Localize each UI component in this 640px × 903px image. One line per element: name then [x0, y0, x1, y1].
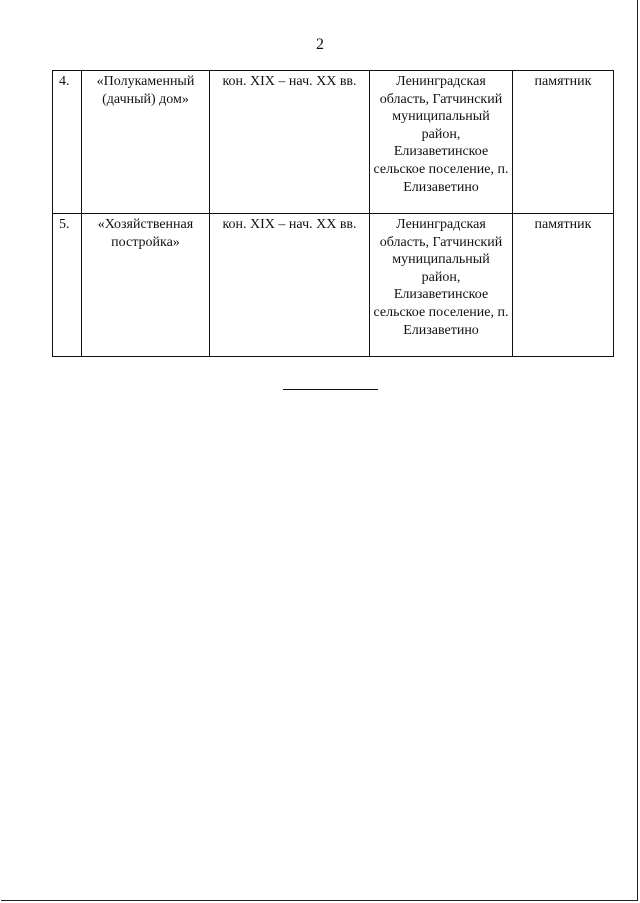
table-row — [53, 71, 614, 214]
object-name: «Полукаменный (дачный) дом» — [82, 71, 210, 214]
object-location: Ленинградская область, Гатчинский муниципальный район, Елизаветинское сельское поселение, п. Елизаветино — [370, 214, 513, 357]
object-dating: кон. XIX – нач. XX вв. — [210, 71, 370, 214]
end-of-document-rule — [283, 389, 378, 390]
object-category: памятник — [513, 214, 614, 357]
row-number: 5. — [53, 214, 82, 357]
row-number: 4. — [53, 71, 82, 214]
page-number: 2 — [316, 36, 324, 53]
object-name: «Хозяйственная постройка» — [82, 214, 210, 357]
object-dating: кон. XIX – нач. XX вв. — [210, 214, 370, 357]
object-location: Ленинградская область, Гатчинский муниципальный район, Елизаветинское сельское поселение, п. Елизаветино — [370, 71, 513, 214]
object-category: памятник — [513, 71, 614, 214]
table-row — [53, 214, 614, 357]
heritage-objects-table — [52, 70, 614, 357]
